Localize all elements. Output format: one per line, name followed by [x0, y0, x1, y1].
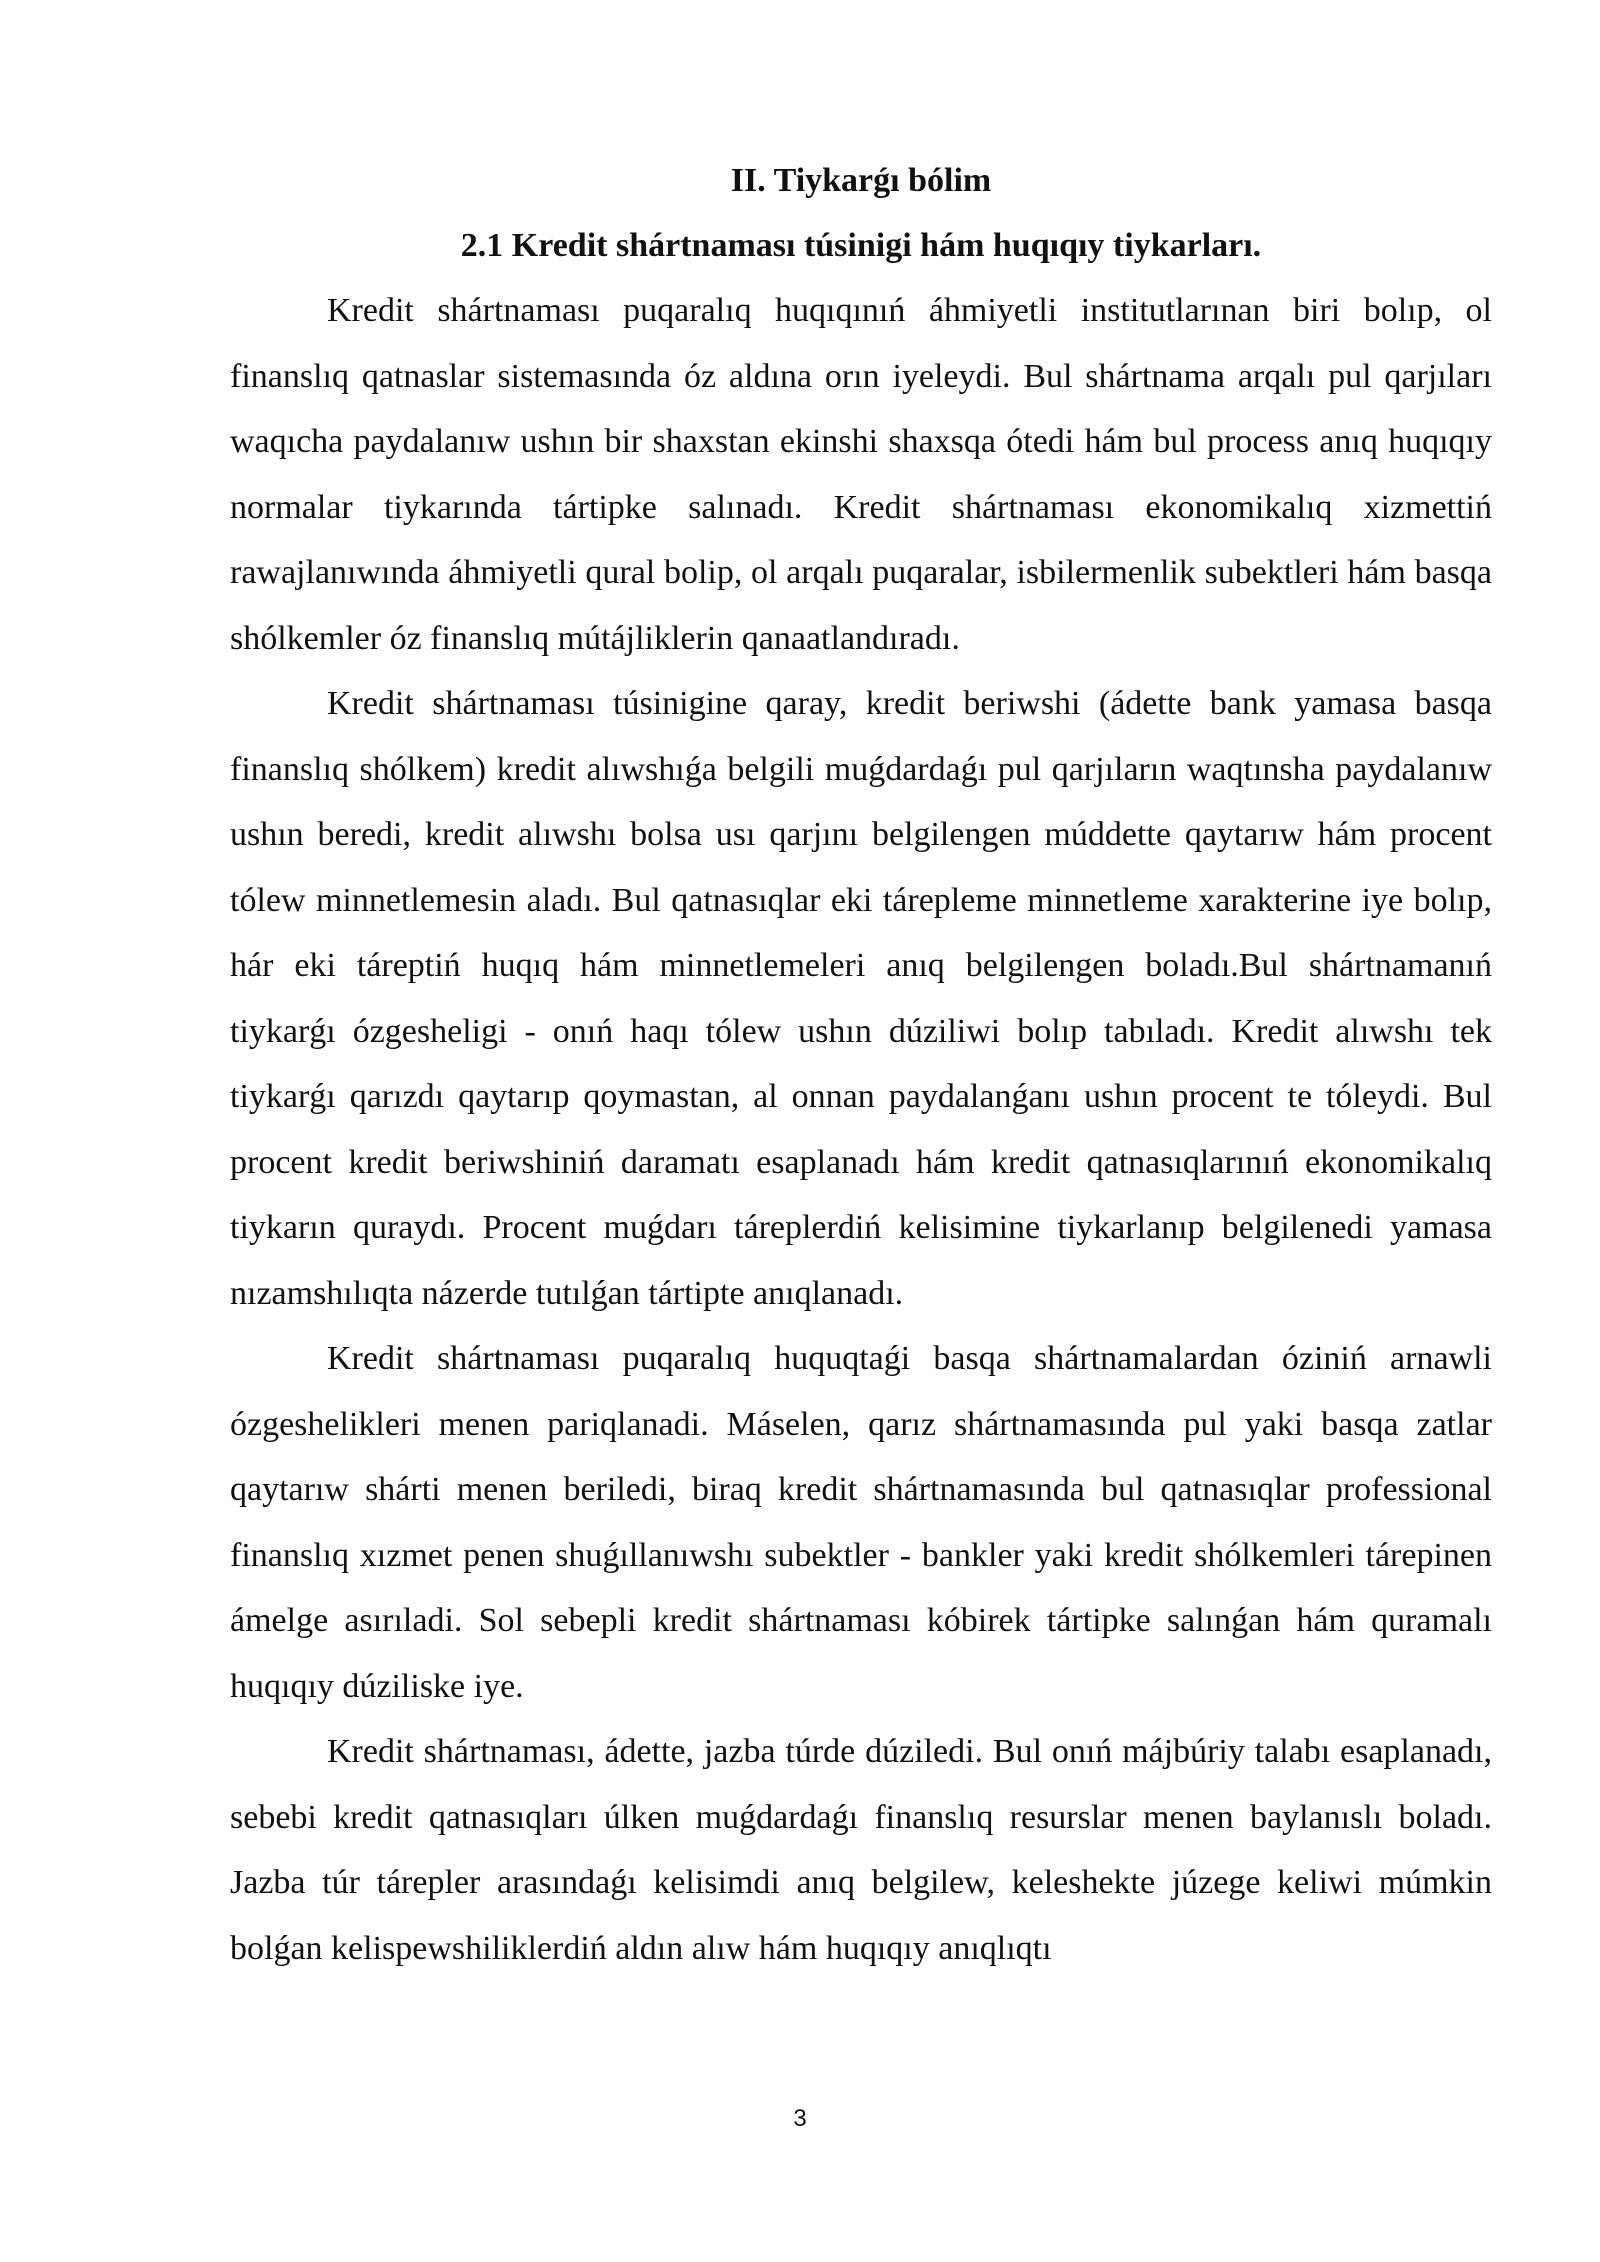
subsection-title: 2.1 Kredit shártnaması túsinigi hám huqıqıy tiykarları. [460, 227, 1262, 264]
paragraph-1: Kredit shártnaması puqaralıq huqıqınıń áhmiyetli institutlarınan biri bolıp, ol finanslıq qatnaslar sistemasında óz aldına orın iyeleydi. Bul shártnama arqalı pul qarjıları waqıcha paydalanıw ushın bir shaxstan ekinshi shaxsqa ótedi hám bul process anıq huqıqıy normalar tiykarında tártipke salınadı. Kredit shártnaması ekonomikalıq xizmettiń rawajlanıwında áhmiyetli qural bolip, ol arqalı puqaralar, isbilermenlik subektleri hám basqa shólkemler óz finanslıq mútájliklerin qanaatlandıradı. [230, 292, 1492, 657]
page-number: 3 [793, 2105, 807, 2132]
paragraph-3: Kredit shártnaması puqaralıq huquqtaǵi basqa shártnamalardan óziniń arnawli ózgeshelikleri menen pariqlanadi. Máselen, qarız shártnamasında pul yaki basqa zatlar qaytarıw shárti menen beriledi, biraq kredit shártnamasında bul qatnasıqlar professional finanslıq xızmet penen shuǵıllanıwshı subektler - bankler yaki kredit shólkemleri tárepinen ámelge asırıladi. Sol sebepli kredit shártnaması kóbirek tártipke salınǵan hám quramalı huqıqıy dúziliske iye. [230, 1340, 1492, 1705]
section-title: II. Tiykarǵı bólim [730, 162, 992, 199]
paragraph-2: Kredit shártnaması túsinigine qaray, kredit beriwshi (ádette bank yamasa basqa finanslıq shólkem) kredit alıwshıǵa belgili muǵdardaǵı pul qarjıların waqtınsha paydalanıw ushın beredi, kredit alıwshı bolsa usı qarjını belgilengen múddette qaytarıw hám procent tólew minnetlemesin aladı. Bul qatnasıqlar eki tárepleme minnetleme xarakterine iye bolıp, hár eki táreptiń huqıq hám minnetlemeleri anıq belgilengen boladı.Bul shártnamanıń tiykarǵı ózgesheligi - onıń haqı tólew ushın dúziliwi bolıp tabıladı. Kredit alıwshı tek tiykarǵı qarızdı qaytarıp qoymastan, al onnan paydalanǵanı ushın procent te tóleydi. Bul procent kredit beriwshiniń daramatı esaplanadı hám kredit qatnasıqlarınıń ekonomikalıq tiykarın quraydı. Procent muǵdarı táreplerdiń kelisimine tiykarlanıp belgilenedi yamasa nızamshılıqta názerde tutılǵan tártipte anıqlanadı. [230, 685, 1492, 1312]
page-content [230, 148, 1492, 1981]
paragraph-4: Kredit shártnaması, ádette, jazba túrde dúziledi. Bul onıń májbúriy talabı esaplanadı, sebebi kredit qatnasıqları úlken muǵdardaǵı finanslıq resurslar menen baylanıslı boladı. Jazba túr tárepler arasındaǵı kelisimdi anıq belgilew, keleshekte júzege keliwi múmkin bolǵan kelispewshiliklerdiń aldın alıw hám huqıqıy anıqlıqtı [230, 1733, 1492, 1967]
